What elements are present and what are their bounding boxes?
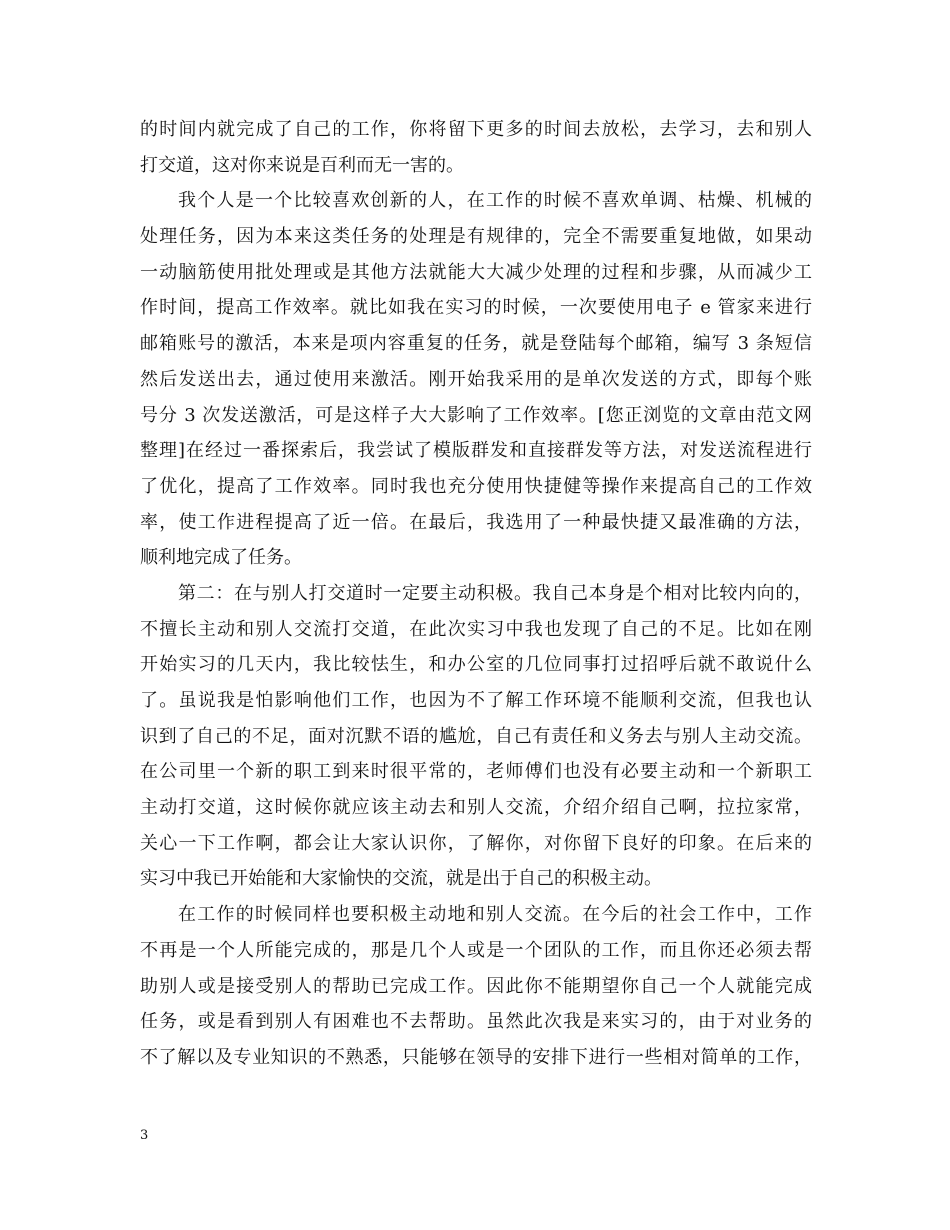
text-line: 顺利地完成了任务。 [140,547,302,569]
text-line: 处理任务，因为本来这类任务的处理是有规律的，完全不需要重复地做，如果动 [140,226,812,248]
text-line: 不擅长主动和别人交流打交道，在此次实习中我也发现了自己的不足。比如在刚 [140,618,812,640]
text-line: 任务，或是看到别人有困难也不去帮助。虽然此次我是来实习的，由于对业务的 [140,1011,812,1033]
text-line: 邮箱账号的激活，本来是项内容重复的任务，就是登陆每个邮箱，编写 3 条短信 [140,333,812,355]
text-line: 然后发送出去，通过使用来激活。刚开始我采用的是单次发送的方式，即每个账 [140,368,812,390]
page-number: 3 [140,1128,149,1143]
paragraph [140,576,812,897]
text-line: 的时间内就完成了自己的工作，你将留下更多的时间去放松，去学习，去和别人 [140,119,812,140]
text-line: 了。虽说我是怕影响他们工作，也因为不了解工作环境不能顺利交流，但我也认 [140,690,812,711]
paragraph [140,183,812,576]
text-line: 关心一下工作啊，都会让大家认识你，了解你，对你留下良好的印象。在后来的 [140,832,812,854]
text-line: 主动打交道，这时候你就应该主动去和别人交流，介绍介绍自己啊，拉拉家常， [140,797,812,819]
text-line: 第二：在与别人打交道时一定要主动积极。我自己本身是个相对比较内向的， [178,582,812,604]
text-line: 开始实习的几天内，我比较怯生，和办公室的几位同事打过招呼后就不敢说什么 [140,654,812,676]
text-line: 在工作的时候同样也要积极主动地和别人交流。在今后的社会工作中，工作 [178,904,812,926]
paragraph [140,112,812,183]
text-line: 识到了自己的不足，面对沉默不语的尴尬，自己有责任和义务去与别人主动交流。 [140,725,812,747]
text-line: 在公司里一个新的职工到来时很平常的，老师傅们也没有必要主动和一个新职工 [140,761,812,783]
text-line: 作时间，提高工作效率。就比如我在实习的时候，一次要使用电子 e 管家来进行 [140,297,812,319]
text-line: 助别人或是接受别人的帮助已完成工作。因此你不能期望你自己一个人就能完成 [140,975,812,997]
text-line: 不了解以及专业知识的不熟悉，只能够在领导的安排下进行一些相对简单的工作， [140,1046,812,1068]
text-line: 了优化，提高了工作效率。同时我也充分使用快捷健等操作来提高自己的工作效 [140,475,812,497]
text-line: 打交道，这对你来说是百利而无一害的。 [140,154,464,176]
text-line: 实习中我已开始能和大家愉快的交流，就是出于自己的积极主动。 [140,868,662,890]
text-line: 率，使工作进程提高了近一倍。在最后，我选用了一种最快捷又最准确的方法， [140,511,812,533]
text-line: 整理]在经过一番探索后，我尝试了模版群发和直接群发等方法，对发送流程进行 [140,440,812,462]
paragraph [140,897,812,1075]
body-text [140,112,812,1076]
text-line: 我个人是一个比较喜欢创新的人，在工作的时候不喜欢单调、枯燥、机械的 [178,190,812,212]
text-line: 一动脑筋使用批处理或是其他方法就能大大减少处理的过程和步骤，从而减少工 [140,261,812,283]
text-line: 号分 3 次发送激活，可是这样子大大影响了工作效率。[您正浏览的文章由范文网 [140,404,812,426]
text-line: 不再是一个人所能完成的，那是几个人或是一个团队的工作，而且你还必须去帮 [140,939,812,961]
